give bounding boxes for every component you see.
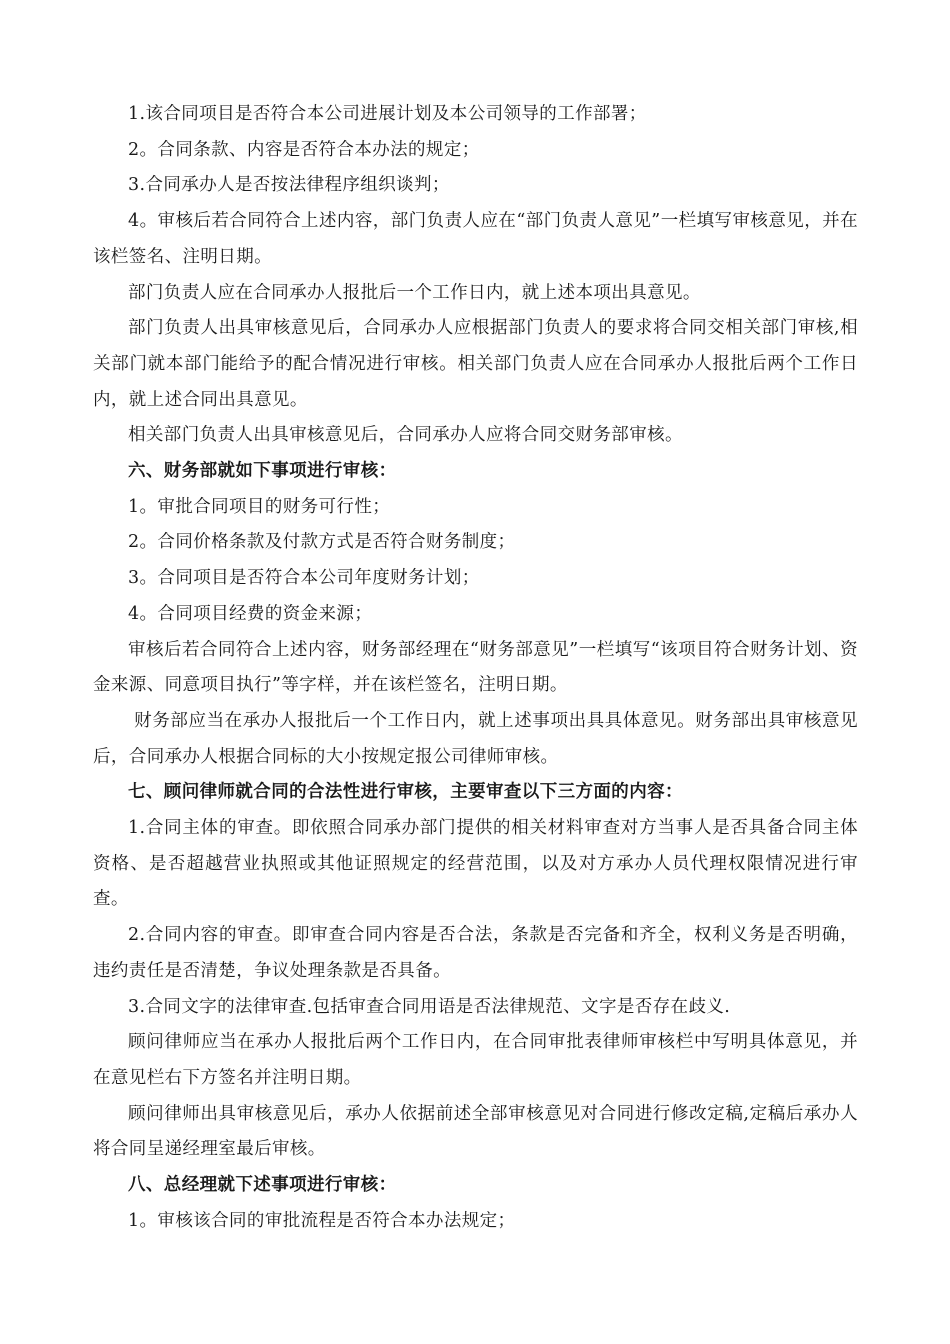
paragraph-review-item-3: 3.合同承办人是否按法律程序组织谈判； bbox=[128, 175, 450, 196]
section-heading-finance: 六、财务部就如下事项进行审核： bbox=[128, 461, 397, 482]
section-heading-general-manager: 八、总经理就下述事项进行审核： bbox=[128, 1175, 397, 1196]
paragraph-gm-item-1: 1。审核该合同的审批流程是否符合本办法规定； bbox=[128, 1210, 516, 1231]
paragraph-lawyer-finalize: 顾问律师出具审核意见后，承办人依据前述全部审核意见对合同进行修改定稿,定稿后承办人将合同呈递经理室最后审核。 bbox=[93, 1103, 858, 1160]
paragraph-review-item-2: 2。合同条款、内容是否符合本办法的规定； bbox=[128, 139, 480, 160]
document-body bbox=[0, 97, 950, 1240]
section-heading-lawyer: 七、顾问律师就合同的合法性进行审核，主要审查以下三方面的内容： bbox=[128, 782, 683, 803]
paragraph-dept-deadline: 部门负责人应在合同承办人报批后一个工作日内，就上述本项出具意见。 bbox=[128, 282, 701, 303]
paragraph-review-item-4: 4。审核后若合同符合上述内容，部门负责人应在“部门负责人意见”一栏填写审核意见，并在该栏签名、注明日期。 bbox=[93, 211, 858, 267]
paragraph-to-finance: 相关部门负责人出具审核意见后，合同承办人应将合同交财务部审核。 bbox=[128, 425, 683, 446]
paragraph-related-dept-review: 部门负责人出具审核意见后，合同承办人应根据部门负责人的要求将合同交相关部门审核,相关部门就本部门能给予的配合情况进行审核。相关部门负责人应在合同承办人报批后两个工作日内，就上述合同出具意见。 bbox=[93, 318, 858, 410]
paragraph-finance-deadline: 财务部应当在承办人报批后一个工作日内，就上述事项出具具体意见。财务部出具审核意见后，合同承办人根据合同标的大小按规定报公司律师审核。 bbox=[93, 710, 858, 767]
paragraph-review-item-1: 1.该合同项目是否符合本公司进展计划及本公司领导的工作部署； bbox=[128, 104, 647, 124]
paragraph-lawyer-item-2: 2.合同内容的审查。即审查合同内容是否合法，条款是否完备和齐全，权利义务是否明确，违约责任是否清楚，争议处理条款是否具备。 bbox=[93, 925, 858, 981]
paragraph-finance-opinion: 审核后若合同符合上述内容，财务部经理在“财务部意见”一栏填写“该项目符合财务计划、资金来源、同意项目执行”等字样，并在该栏签名，注明日期。 bbox=[93, 639, 858, 696]
paragraph-lawyer-item-3: 3.合同文字的法律审查.包括审查合同用语是否法律规范、文字是否存在歧义. bbox=[128, 996, 731, 1017]
paragraph-lawyer-item-1: 1.合同主体的审查。即依照合同承办部门提供的相关材料审查对方当事人是否具备合同主体资格、是否超越营业执照或其他证照规定的经营范围，以及对方承办人员代理权限情况进行审查。 bbox=[93, 818, 858, 910]
paragraph-lawyer-deadline: 顾问律师应当在承办人报批后两个工作日内，在合同审批表律师审核栏中写明具体意见，并在意见栏右下方签名并注明日期。 bbox=[93, 1032, 858, 1088]
paragraph-finance-item-3: 3。合同项目是否符合本公司年度财务计划； bbox=[128, 568, 480, 589]
paragraph-finance-item-2: 2。合同价格条款及付款方式是否符合财务制度； bbox=[128, 532, 516, 553]
paragraph-finance-item-4: 4。合同项目经费的资金来源； bbox=[128, 603, 373, 624]
paragraph-finance-item-1: 1。审批合同项目的财务可行性； bbox=[128, 496, 391, 517]
